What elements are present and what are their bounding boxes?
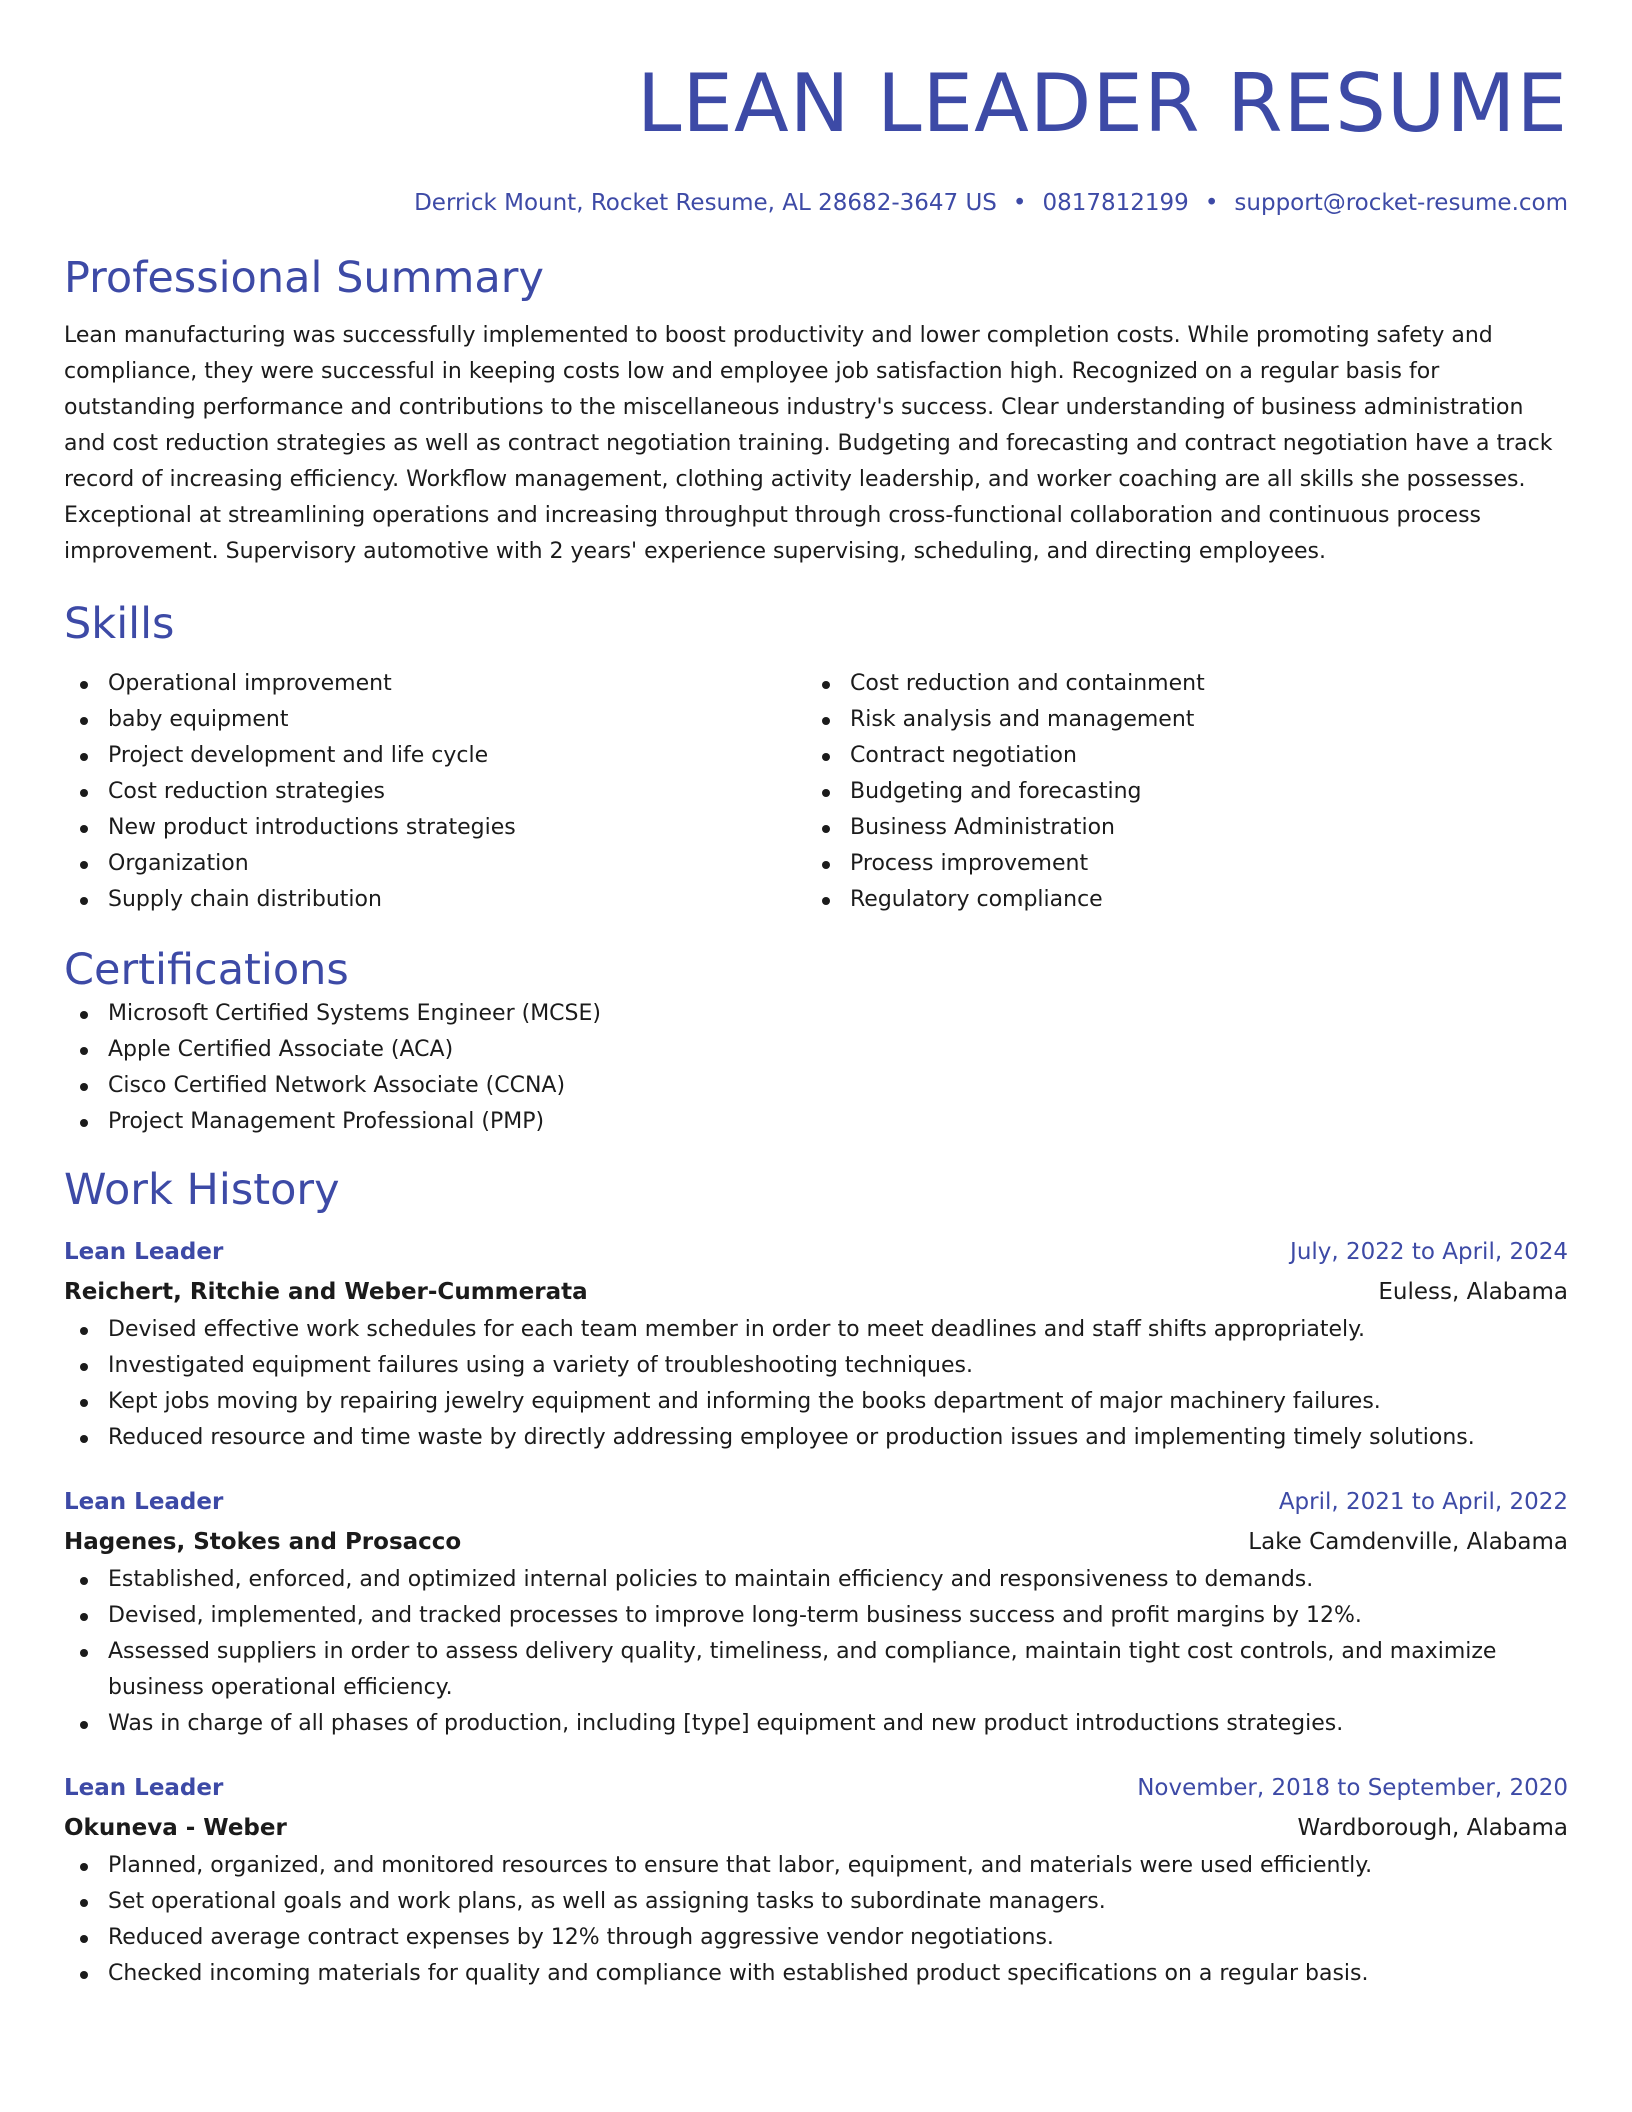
job-company: Okuneva - Weber	[64, 1815, 287, 1841]
job-title-row	[64, 1768, 1568, 1808]
certification-item: Microsoft Certified Systems Engineer (MCSE)	[64, 996, 1568, 1032]
certification-item: Cisco Certified Network Associate (CCNA)	[64, 1068, 1568, 1104]
job-duty: Devised effective work schedules for each team member in order to meet deadlines and staff shifts appropriately.	[64, 1312, 1568, 1348]
contact-separator: •	[1012, 190, 1027, 216]
skill-item: Project development and life cycle	[64, 738, 806, 774]
job-duties-list	[64, 1312, 1568, 1456]
skills-list-right	[806, 666, 1548, 918]
job-duty: Assessed suppliers in order to assess delivery quality, timeliness, and compliance, maintain tight cost controls, and maximize business operational efficiency.	[64, 1634, 1568, 1706]
summary-heading: Professional Summary	[64, 253, 544, 303]
skill-item: Operational improvement	[64, 666, 806, 702]
skill-item: Budgeting and forecasting	[806, 774, 1548, 810]
certifications-list	[64, 996, 1568, 1140]
certification-item: Project Management Professional (PMP)	[64, 1104, 1568, 1140]
skill-item: Regulatory compliance	[806, 882, 1548, 918]
job-duty: Established, enforced, and optimized internal policies to maintain efficiency and responsiveness to demands.	[64, 1562, 1568, 1598]
job-company-row	[64, 1808, 1568, 1848]
work-history-heading: Work History	[64, 1165, 340, 1215]
job-duties-list	[64, 1848, 1568, 1992]
summary-text: Lean manufacturing was successfully implemented to boost productivity and lower completion costs. While promoting safety and compliance, they were successful in keeping costs low and employee job satisfaction high. Recognized on a regular basis for outstanding performance and contributions to the miscellaneous industry's success. Clear understanding of business administration and cost reduction strategies as well as contract negotiation training. Budgeting and forecasting and contract negotiation have a track record of increasing efficiency. Workflow management, clothing activity leadership, and worker coaching are all skills she possesses. Exceptional at streamlining operations and increasing throughput through cross-functional collaboration and continuous process improvement. Supervisory automotive with 2 years' experience supervising, scheduling, and directing employees.	[64, 323, 1553, 564]
job-title: Lean Leader	[64, 1775, 224, 1801]
skills-grid	[64, 666, 1568, 918]
contact-address: Derrick Mount, Rocket Resume, AL 28682-3647 US	[414, 190, 997, 216]
job-company: Reichert, Ritchie and Weber-Cummerata	[64, 1279, 588, 1305]
job-duty: Was in charge of all phases of production, including [type] equipment and new product introductions strategies.	[64, 1706, 1568, 1742]
job-duty: Kept jobs moving by repairing jewelry equipment and informing the books department of major machinery failures.	[64, 1384, 1568, 1420]
job-duties-list	[64, 1562, 1568, 1742]
job-duty: Reduced average contract expenses by 12% through aggressive vendor negotiations.	[64, 1920, 1568, 1956]
skill-item: Cost reduction strategies	[64, 774, 806, 810]
contact-separator: •	[1204, 190, 1219, 216]
job-duty: Reduced resource and time waste by directly addressing employee or production issues and implementing timely solutions.	[64, 1420, 1568, 1456]
contact-phone: 0817812199	[1042, 190, 1189, 216]
job-title: Lean Leader	[64, 1489, 224, 1515]
skill-item: Process improvement	[806, 846, 1548, 882]
job-title: Lean Leader	[64, 1239, 224, 1265]
job-entry	[64, 1482, 1568, 1742]
skill-item: Supply chain distribution	[64, 882, 806, 918]
job-duty: Planned, organized, and monitored resources to ensure that labor, equipment, and materials were used efficiently.	[64, 1848, 1568, 1884]
skills-heading: Skills	[64, 599, 175, 649]
contact-email: support@rocket-resume.com	[1234, 190, 1568, 216]
job-duty: Set operational goals and work plans, as well as assigning tasks to subordinate managers.	[64, 1884, 1568, 1920]
job-location: Lake Camdenville, Alabama	[1248, 1529, 1568, 1555]
job-title-row	[64, 1232, 1568, 1272]
certifications-heading: Certifications	[64, 945, 349, 995]
job-entry	[64, 1768, 1568, 1992]
skill-item: Cost reduction and containment	[806, 666, 1548, 702]
job-entry	[64, 1232, 1568, 1456]
job-duty: Investigated equipment failures using a variety of troubleshooting techniques.	[64, 1348, 1568, 1384]
skill-item: Business Administration	[806, 810, 1548, 846]
job-location: Wardborough, Alabama	[1297, 1815, 1568, 1841]
skill-item: New product introductions strategies	[64, 810, 806, 846]
job-company-row	[64, 1272, 1568, 1312]
job-location: Euless, Alabama	[1378, 1279, 1568, 1305]
skills-column-right	[806, 666, 1548, 918]
job-company-row	[64, 1522, 1568, 1562]
skill-item: Risk analysis and management	[806, 702, 1548, 738]
job-duty: Checked incoming materials for quality and compliance with established product specifications on a regular basis.	[64, 1956, 1568, 1992]
resume-title: LEAN LEADER RESUME	[636, 57, 1568, 150]
skill-item: Contract negotiation	[806, 738, 1548, 774]
job-dates: April, 2021 to April, 2022	[1278, 1489, 1568, 1515]
contact-line	[64, 188, 1568, 218]
skill-item: baby equipment	[64, 702, 806, 738]
skills-list-left	[64, 666, 806, 918]
job-title-row	[64, 1482, 1568, 1522]
skill-item: Organization	[64, 846, 806, 882]
certification-item: Apple Certified Associate (ACA)	[64, 1032, 1568, 1068]
skills-column-left	[64, 666, 806, 918]
job-dates: November, 2018 to September, 2020	[1137, 1775, 1568, 1801]
job-company: Hagenes, Stokes and Prosacco	[64, 1529, 462, 1555]
job-duty: Devised, implemented, and tracked processes to improve long-term business success and profit margins by 12%.	[64, 1598, 1568, 1634]
job-dates: July, 2022 to April, 2024	[1290, 1239, 1568, 1265]
